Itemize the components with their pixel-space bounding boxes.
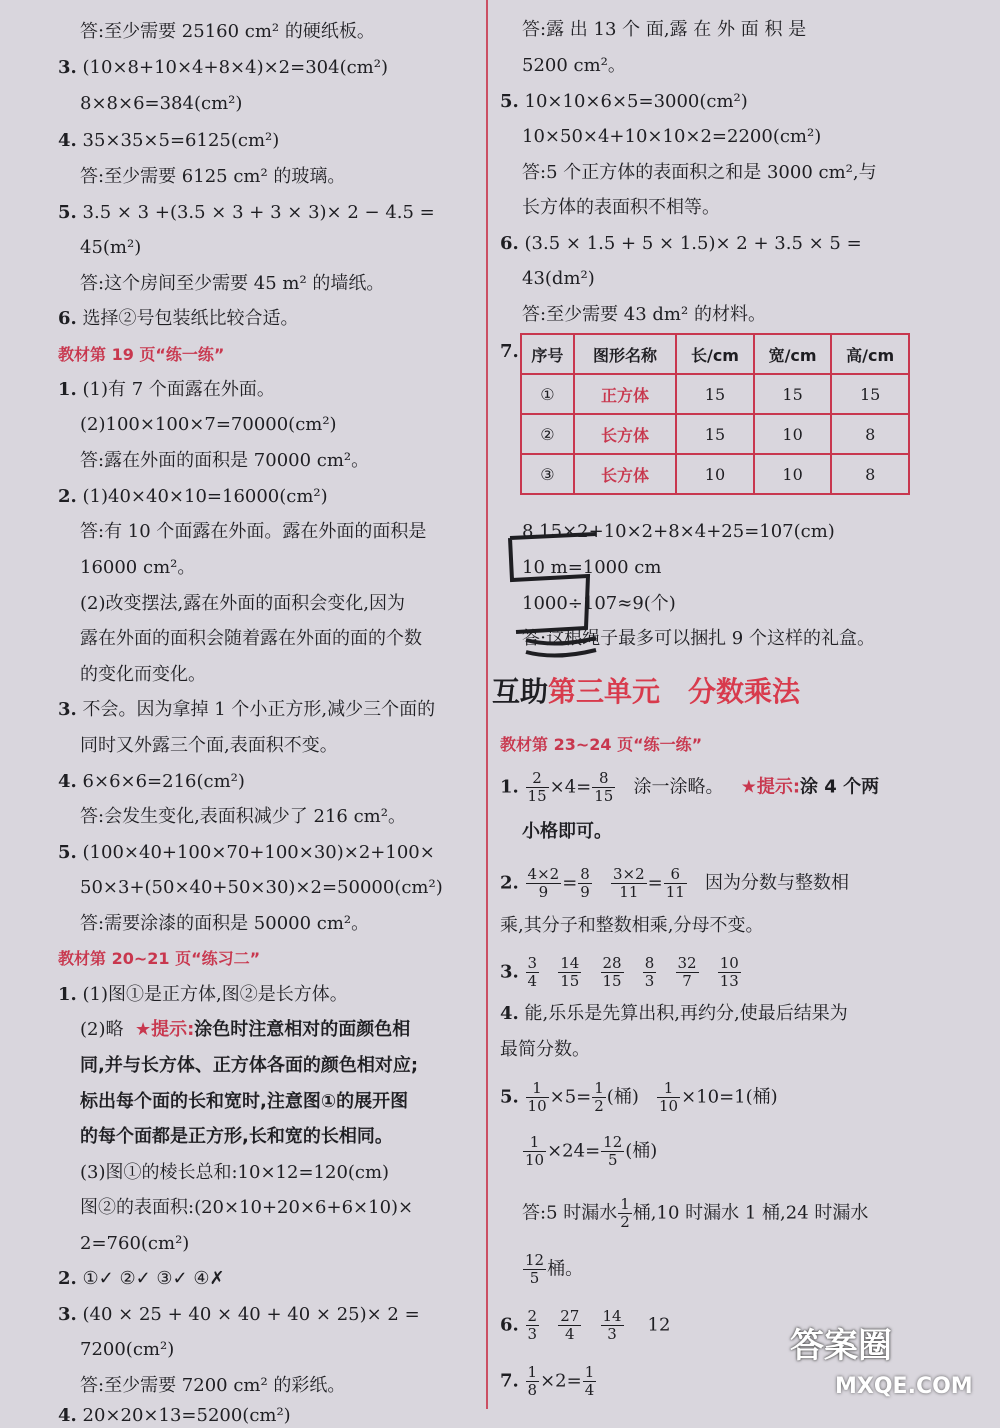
unit-text: (桶) (625, 1140, 658, 1162)
problem-number: 1. (500, 776, 519, 798)
problem-number: 1. (58, 984, 77, 1005)
denominator: 9 (538, 883, 549, 901)
numerator: 1 (523, 1134, 546, 1152)
problem-5b (58, 841, 435, 865)
answer-line: 答:有 10 个面露在外面。露在外面的面积是 (80, 521, 427, 542)
table-row (521, 454, 909, 494)
text-line: 长方体的表面积不相等。 (522, 197, 720, 218)
table-cell: ② (521, 414, 574, 454)
fraction (718, 955, 741, 990)
problem-5 (58, 201, 435, 225)
problem-3 (58, 56, 388, 80)
answer-line: 答:这根绳子最多可以捆扎 9 个这样的礼盒。 (522, 628, 875, 649)
problem-3u (500, 955, 742, 990)
fraction (523, 1252, 546, 1287)
fraction (526, 1364, 540, 1399)
fraction (611, 866, 647, 901)
text-part: 答:5 时漏水 (522, 1202, 618, 1224)
problem-text: (10×8+10×4+8×4)×2=304(cm²) (82, 57, 388, 78)
text-line: 露在外面的面积会随着露在外面的面的个数 (80, 628, 422, 649)
problem-1u (500, 770, 879, 805)
answer-line: 答:至少需要 7200 cm² 的彩纸。 (80, 1375, 346, 1396)
table-cell: 10 (754, 454, 832, 494)
tip-word: 提示: (151, 1019, 195, 1040)
problem-number: 4. (58, 1405, 77, 1426)
problem-text: 6×6×6=216(cm²) (82, 771, 245, 792)
problem-6r (500, 232, 862, 256)
numerator: 3 (527, 954, 538, 972)
fraction (601, 1134, 624, 1169)
handwritten-word: 互助 (492, 675, 549, 708)
numerator: 8 (580, 865, 590, 883)
answer-line (500, 1252, 583, 1287)
problem-6u (500, 1308, 670, 1343)
table-cell: 长方体 (574, 454, 676, 494)
text-line: 5200 cm²。 (522, 55, 626, 76)
problem-number: 3. (58, 1304, 77, 1325)
fraction (618, 1196, 632, 1231)
fraction (558, 955, 581, 990)
denominator: 3 (644, 972, 655, 990)
watermark-logo: 答案圈 (790, 1326, 892, 1366)
numerator: 8 (644, 954, 655, 972)
problem-number: 6. (58, 308, 77, 329)
table-cell: 10 (754, 414, 832, 454)
numerator: 8 (592, 770, 615, 788)
problem-text: (3.5 × 1.5 + 5 × 1.5)× 2 + 3.5 × 5 = (524, 233, 862, 254)
calc-line: 43(dm²) (522, 268, 595, 289)
section-heading: 教材第 23~24 页“练一练” (500, 735, 703, 754)
problem-4b (58, 770, 245, 794)
handwritten-scribble-icon (496, 520, 616, 660)
calc-line: (3)图①的棱长总和:10×12=120(cm) (80, 1162, 390, 1183)
denominator: 2 (620, 1213, 630, 1231)
denominator: 15 (560, 972, 580, 990)
problem-4 (58, 129, 279, 153)
fraction (523, 1134, 546, 1169)
denominator: 7 (682, 972, 692, 990)
answer-line: 答:这个房间至少需要 45 m² 的墙纸。 (80, 273, 385, 294)
fraction (592, 770, 615, 805)
section-heading: 教材第 19 页“练一练” (58, 345, 225, 364)
problem-5r (500, 90, 748, 114)
problem-number: 6. (500, 233, 519, 254)
answer-line: 答:露在外面的面积是 70000 cm²。 (80, 450, 370, 471)
operator-text: ×4= (549, 776, 592, 798)
table-header-cell: 宽/cm (754, 334, 832, 374)
denominator: 4 (565, 1325, 575, 1343)
table-header-row (521, 334, 909, 374)
numerator: 27 (560, 1307, 580, 1325)
problem-3c (58, 1303, 420, 1327)
operator-text: ×5= (549, 1086, 592, 1108)
calc-line: 8×8×6=384(cm²) (80, 93, 243, 114)
numerator: 14 (602, 1307, 622, 1325)
fraction (676, 955, 699, 990)
problem-number: 3. (500, 961, 519, 983)
table-cell: 正方体 (574, 374, 676, 414)
text-part: 桶。 (547, 1258, 584, 1280)
problem-1c (58, 983, 348, 1007)
calc-line: 10×50×4+10×10×2=2200(cm²) (522, 126, 822, 147)
answer-line: 答:至少需要 43 dm² 的材料。 (522, 304, 766, 325)
numerator: 12 (525, 1251, 545, 1269)
calc-line: 图②的表面积:(20×10+20×6+6×10)× (80, 1197, 414, 1218)
denominator: 5 (529, 1269, 540, 1287)
problem-6 (58, 307, 299, 331)
watermark-url: MXQE.COM (835, 1374, 973, 1399)
column-divider (486, 0, 488, 1409)
answer-line: 答:5 个正方体的表面积之和是 3000 cm²,与 (522, 162, 877, 183)
fraction (601, 955, 624, 990)
fraction (664, 866, 687, 901)
table-cell: 15 (754, 374, 832, 414)
tip-line: 标出每个面的长和宽时,注意图①的展开图 (80, 1091, 409, 1112)
table-cell: ① (521, 374, 574, 414)
unit-text: (桶) (606, 1086, 639, 1108)
problem-text: 3.5 × 3 +(3.5 × 3 + 3 × 3)× 2 − 4.5 = (82, 202, 435, 223)
table-cell: 15 (676, 414, 754, 454)
unit-heading: 第三单元 分数乘法 (548, 675, 801, 708)
value-text: 12 (647, 1314, 671, 1336)
denominator: 15 (527, 787, 547, 805)
fraction (601, 1308, 624, 1343)
calc-line: 45(m²) (80, 237, 142, 258)
answer-line: 答:至少需要 25160 cm² 的硬纸板。 (80, 21, 375, 42)
problem-1 (58, 378, 275, 402)
tip-text: 涂 4 个两 (800, 776, 880, 798)
answer-line: 答:会发生变化,表面积减少了 216 cm²。 (80, 806, 406, 827)
problem-text: 选择②号包装纸比较合适。 (82, 308, 299, 329)
fraction (592, 1080, 606, 1115)
unit-title (492, 670, 800, 710)
problem-text: ①✓ ②✓ ③✓ ④✗ (82, 1268, 225, 1289)
table-cell: 10 (676, 454, 754, 494)
numerator: 4×2 (527, 865, 560, 883)
text-part: 因为分数与整数相 (705, 872, 850, 894)
problem-text: 能,乐乐是先算出积,再约分,使最后结果为 (524, 1003, 848, 1024)
table-cell: 长方体 (574, 414, 676, 454)
problem-text: 10×10×6×5=3000(cm²) (524, 91, 748, 112)
problem-number: 6. (500, 1314, 519, 1336)
problem-2c (58, 1267, 225, 1291)
denominator: 11 (619, 883, 639, 901)
numerator: 10 (719, 954, 739, 972)
table-cell: 15 (831, 374, 909, 414)
numerator: 12 (603, 1133, 623, 1151)
problem-2u: 2. $\frac{4\times 2}{9}$ = $\frac{8}{9}$ $\frac{3\times 2}{11}$ = $\frac{6}{11}$ 因为分数与整数相 (500, 865, 850, 901)
answer-line (500, 1196, 868, 1231)
denominator: 3 (607, 1325, 617, 1343)
answer-line: 答:至少需要 6125 cm² 的玻璃。 (80, 166, 346, 187)
denominator: 5 (607, 1151, 618, 1169)
problem-number: 3. (58, 699, 77, 720)
problem-text: (100×40+100×70+100×30)×2+100× (82, 842, 435, 863)
problem-number: 2. (58, 1268, 77, 1289)
numerator: 2 (526, 770, 549, 788)
tip-line (58, 1018, 410, 1042)
star-icon: ★ (740, 776, 757, 798)
problem-number: 4. (58, 130, 77, 151)
calc-line: (2)100×100×7=70000(cm²) (80, 414, 337, 435)
problem-7u (500, 1364, 597, 1399)
calc-line: 1000÷107≈9(个) (522, 593, 676, 614)
tip-line: 同,并与长方体、正方体各面的颜色相对应; (80, 1055, 419, 1076)
calc-line: 10 m=1000 cm (522, 557, 662, 578)
calc-line: 7200(cm²) (80, 1339, 175, 1360)
tip-word: 提示: (756, 776, 801, 798)
text-line: 的变化而变化。 (80, 664, 206, 685)
denominator: 13 (719, 972, 739, 990)
operator-text: ×24= (547, 1140, 601, 1162)
numerator: 1 (594, 1079, 604, 1097)
denominator: 4 (584, 1381, 595, 1399)
problem-number: 2. (58, 486, 77, 507)
table-header-cell: 长/cm (676, 334, 754, 374)
text-line: 乘,其分子和整数相乘,分母不变。 (500, 915, 764, 936)
numerator: 1 (584, 1363, 595, 1381)
calc-line: 2=760(cm²) (80, 1233, 190, 1254)
table-header-cell: 图形名称 (574, 334, 676, 374)
denominator: 10 (527, 1097, 547, 1115)
fraction (578, 866, 592, 901)
numerator: 32 (677, 954, 697, 972)
problem-number: 7. (500, 1370, 519, 1392)
numerator: 2 (527, 1307, 538, 1325)
tip-line: 小格即可。 (522, 821, 612, 842)
dimensions-table (520, 333, 910, 495)
numerator: 3×2 (613, 865, 645, 883)
problem-text: (1)40×40×10=16000(cm²) (82, 486, 328, 507)
star-icon: ★ (134, 1019, 152, 1040)
problem-text: 35×35×5=6125(cm²) (82, 130, 280, 151)
table-cell: 15 (676, 374, 754, 414)
problem-text: 不会。因为拿掉 1 个小正方形,减少三个面的 (82, 699, 436, 720)
fraction (643, 955, 657, 990)
problem-5u (500, 1080, 778, 1115)
fraction (526, 955, 540, 990)
tip-line: 的每个面都是正方形,长和宽的长相同。 (80, 1126, 393, 1147)
denominator: 15 (602, 972, 622, 990)
denominator: 10 (659, 1097, 679, 1115)
tip-label (741, 777, 800, 798)
fraction (657, 1080, 680, 1115)
table-row (521, 414, 909, 454)
problem-text: (1)有 7 个面露在外面。 (82, 379, 275, 400)
operator-text: ×2= (540, 1370, 582, 1392)
numerator: 1 (657, 1080, 680, 1098)
problem-number: 4. (500, 1003, 519, 1024)
fraction (583, 1364, 597, 1399)
denominator: 4 (527, 972, 538, 990)
text-line: 同时又外露三个面,表面积不变。 (80, 735, 338, 756)
fraction (526, 1308, 540, 1343)
operator-text: ×10=1(桶) (681, 1086, 778, 1108)
problem-number: 5. (58, 202, 77, 223)
numerator: 1 (526, 1080, 549, 1098)
fraction (526, 770, 549, 805)
problem-4u (500, 1002, 848, 1026)
problem-number: 7. (500, 341, 519, 362)
table-cell: 8 (831, 454, 909, 494)
denominator: 15 (594, 787, 614, 805)
text-part: 涂一涂略。 (633, 776, 724, 798)
problem-number: 5. (500, 91, 519, 112)
tip-text: 涂色时注意相对的面颜色相 (194, 1019, 411, 1040)
table-header-cell: 高/cm (831, 334, 909, 374)
denominator: 11 (665, 883, 685, 901)
problem-number: 5. (58, 842, 77, 863)
section-heading: 教材第 20~21 页“练习二” (58, 949, 261, 968)
denominator: 9 (580, 883, 590, 901)
problem-text: (40 × 25 + 40 × 40 + 40 × 25)× 2 = (82, 1304, 420, 1325)
denominator: 3 (527, 1325, 538, 1343)
numerator: 28 (602, 954, 622, 972)
fraction (526, 1080, 549, 1115)
calc-line: 50×3+(50×40+50×30)×2=50000(cm²) (80, 877, 443, 898)
answer-line: 答:露 出 13 个 面,露 在 外 面 积 是 (522, 19, 807, 40)
calc-line: 8.15×2+10×2+8×4+25=107(cm) (522, 521, 835, 542)
tip-label (135, 1019, 194, 1040)
numerator: 1 (620, 1195, 630, 1213)
text-line: 最简分数。 (500, 1039, 590, 1060)
text-part: (2)略 (80, 1019, 124, 1040)
problem-3b (58, 698, 435, 722)
problem-text: 20×20×13=5200(cm²) (82, 1405, 291, 1426)
text-line: 16000 cm²。 (80, 557, 196, 578)
text-line: (2)改变摆法,露在外面的面积会变化,因为 (80, 593, 405, 614)
denominator: 10 (525, 1151, 545, 1169)
table-cell: ③ (521, 454, 574, 494)
calc-line (500, 1134, 657, 1169)
problem-2 (58, 485, 328, 509)
denominator: 2 (594, 1097, 604, 1115)
table-cell: 8 (831, 414, 909, 454)
fraction (526, 866, 562, 901)
problem-number: 1. (58, 379, 77, 400)
numerator: 1 (527, 1363, 538, 1381)
problem-4c (58, 1404, 291, 1428)
denominator: 8 (527, 1381, 538, 1399)
answer-line: 答:需要涂漆的面积是 50000 cm²。 (80, 913, 370, 934)
text-part: 桶,10 时漏水 1 桶,24 时漏水 (632, 1202, 869, 1224)
problem-number: 5. (500, 1086, 519, 1108)
numerator: 6 (664, 866, 687, 884)
problem-number: 4. (58, 771, 77, 792)
table-row (521, 374, 909, 414)
problem-number: 3. (58, 57, 77, 78)
problem-number: 2. (500, 872, 519, 894)
numerator: 14 (560, 954, 580, 972)
fraction (558, 1308, 581, 1343)
table-header-cell: 序号 (521, 334, 574, 374)
problem-text: (1)图①是正方体,图②是长方体。 (82, 984, 348, 1005)
